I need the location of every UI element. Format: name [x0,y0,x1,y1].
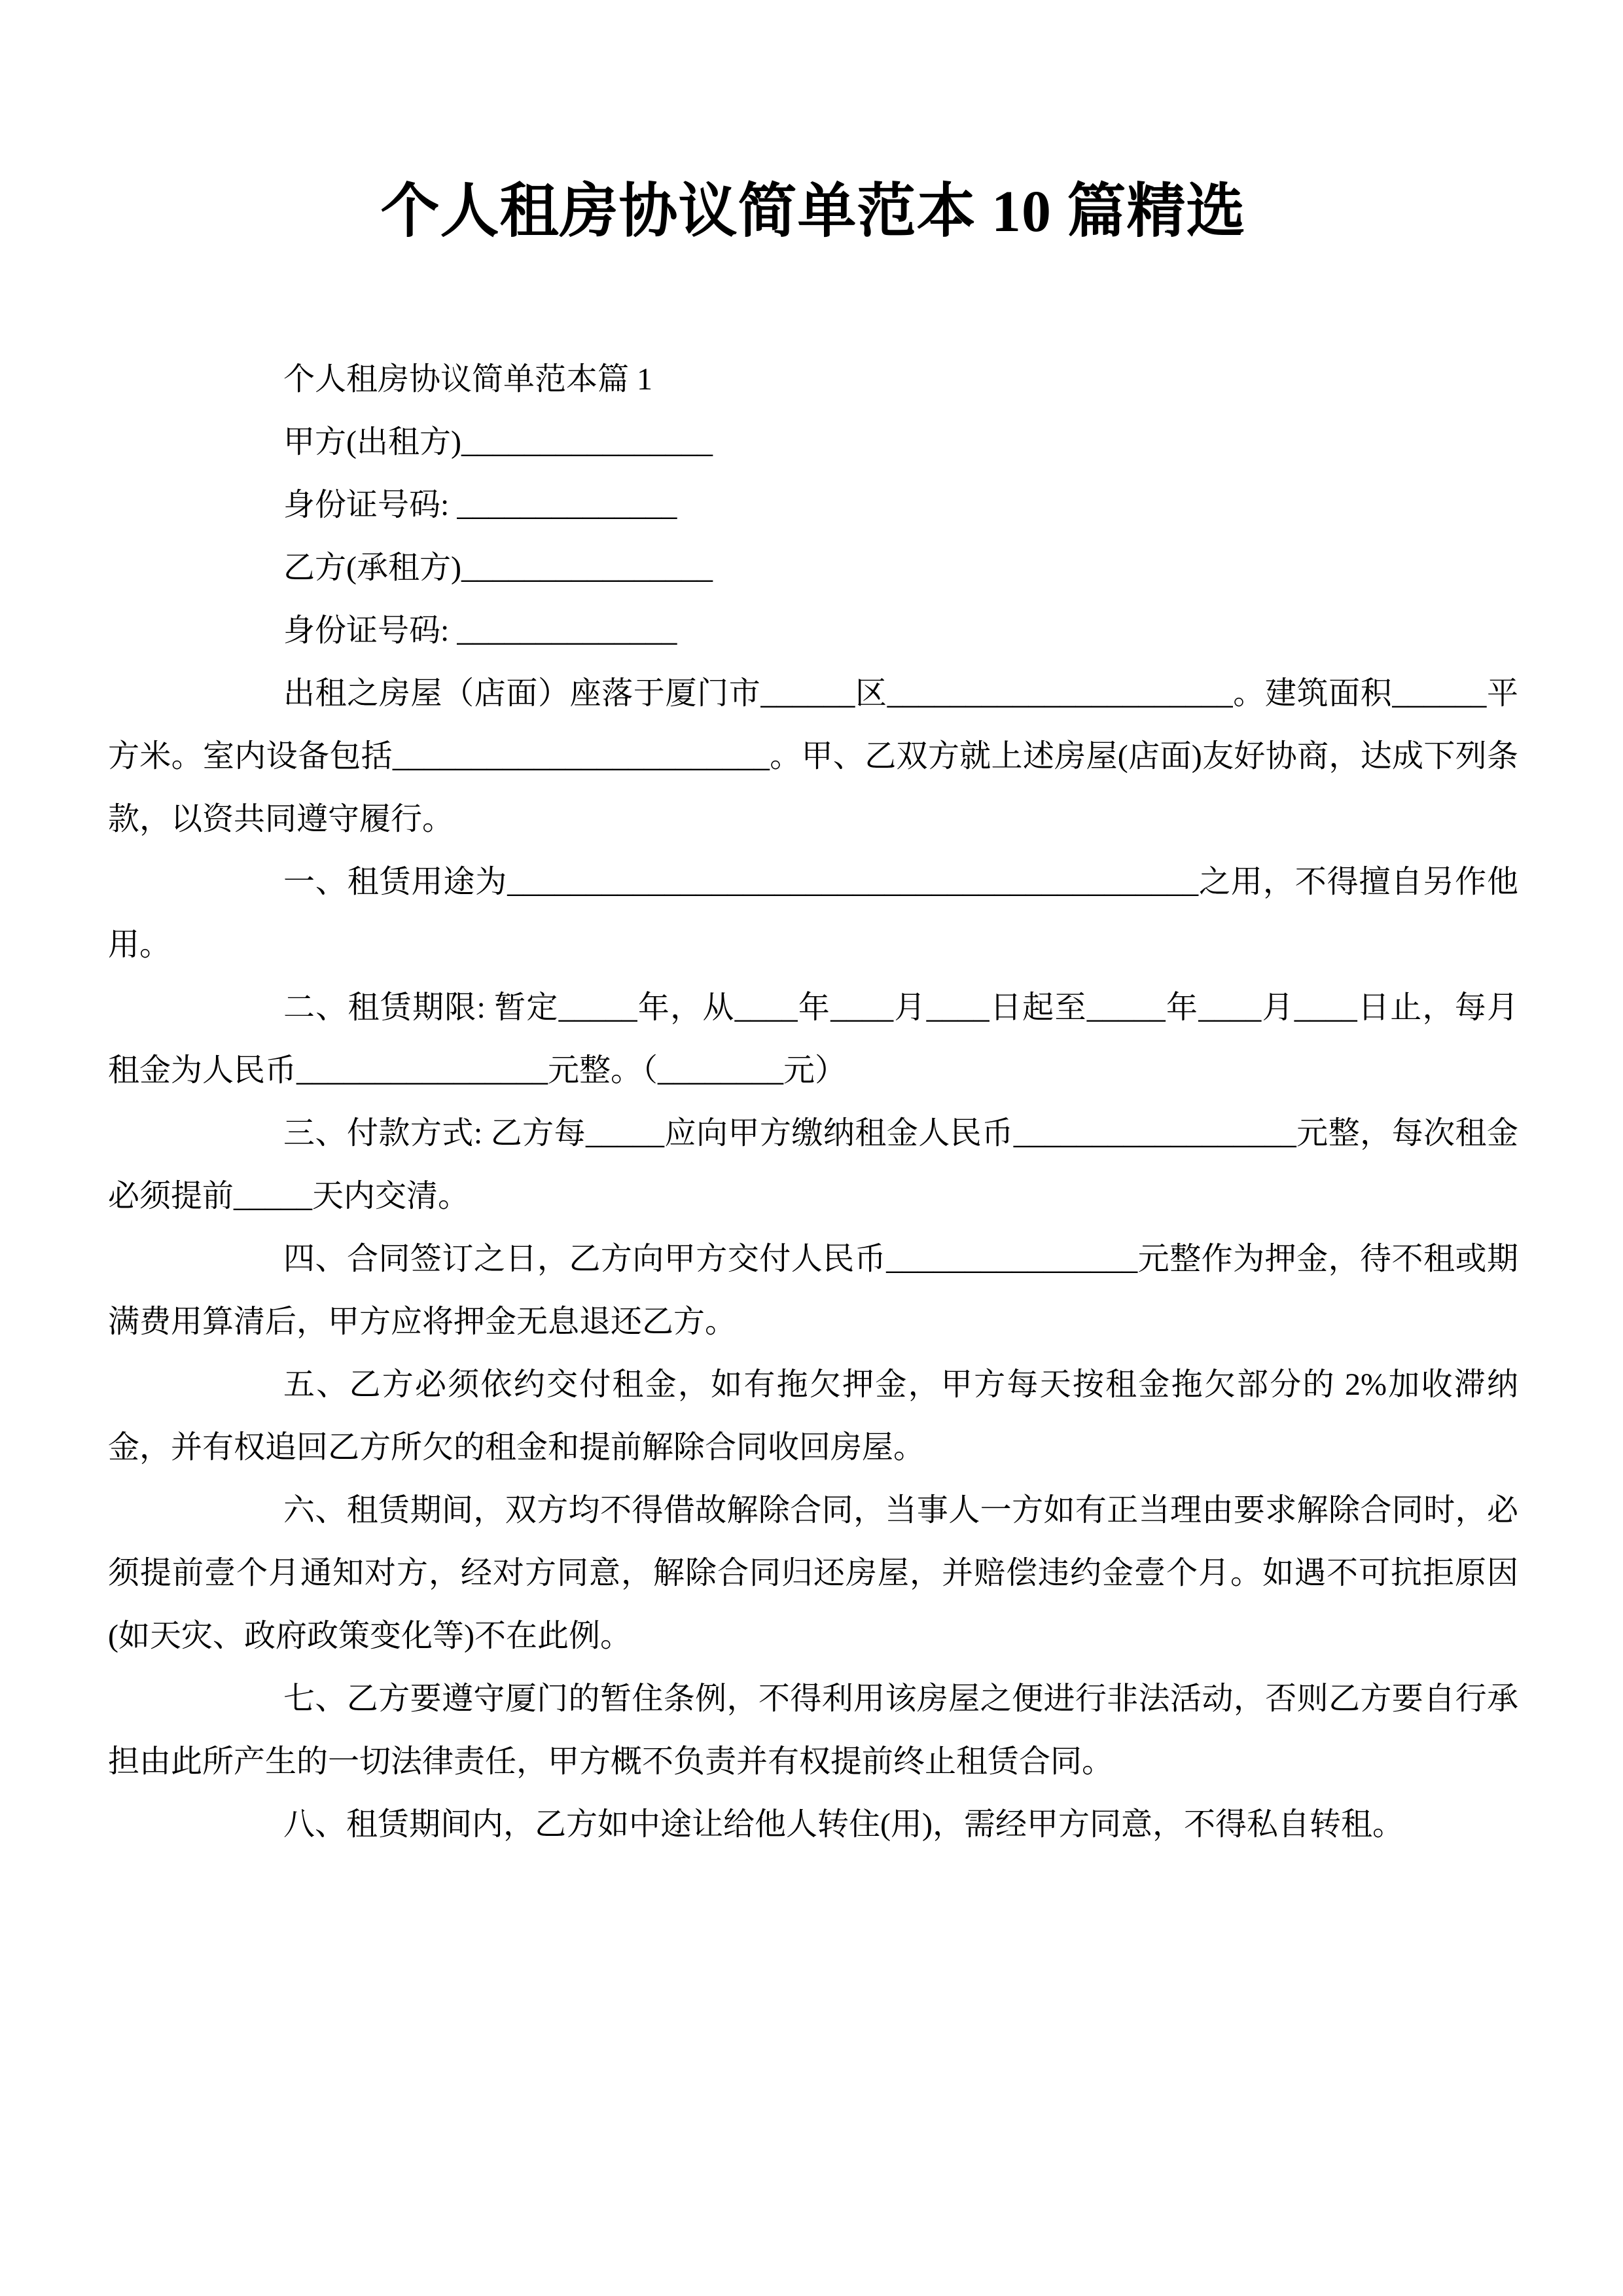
paragraph-party-a-id-line: 身份证号码: ______________ [283,488,677,522]
paragraph-party-b-id-line: 身份证号码: ______________ [283,613,677,648]
paragraph-party-a-line: 甲方(出租方)________________ [283,425,713,459]
paragraph-clause-4: 四、合同签订之日，乙方向甲方交付人民币________________元整作为押金，待不租或期满费用算清后，甲方应将押金无息退还乙方。 [108,1242,1518,1339]
document-title: 个人租房协议简单范本 10 篇精选 [380,179,1246,244]
paragraph-clause-3: 三、付款方式: 乙方每_____应向甲方缴纳租金人民币__________________元整，每次租金必须提前_____天内交清。 [108,1116,1518,1213]
paragraph-party-b-line: 乙方(承租方)________________ [283,550,713,585]
paragraph-clause-6: 六、租赁期间，双方均不得借故解除合同，当事人一方如有正当理由要求解除合同时，必须提前壹个月通知对方，经对方同意，解除合同归还房屋，并赔偿违约金壹个月。如遇不可抗拒原因(如天灾、政府政策变化等)不在此例。 [108,1493,1518,1653]
paragraph-clause-5: 五、乙方必须依约交付租金，如有拖欠押金，甲方每天按租金拖欠部分的 2%加收滞纳金，并有权追回乙方所欠的租金和提前解除合同收回房屋。 [108,1367,1518,1465]
paragraph-clause-1: 一、租赁用途为____________________________________________之用，不得擅自另作他用。 [108,865,1518,962]
paragraph-intro-clause: 出租之房屋（店面）座落于厦门市______区______________________。建筑面积______平方米。室内设备包括________________________。甲、乙双方就上述房屋(店面)友好协商，达成下列条款，以资共同遵守履行。 [108,676,1518,836]
paragraph-sample-heading: 个人租房协议简单范本篇 1 [283,362,653,397]
document-body [108,348,1518,1856]
paragraph-clause-2: 二、租赁期限: 暂定_____年，从____年____月____日起至_____年____月____日止，每月租金为人民币________________元整。（________元） [108,990,1518,1088]
paragraph-clause-7: 七、乙方要遵守厦门的暂住条例，不得利用该房屋之便进行非法活动，否则乙方要自行承担由此所产生的一切法律责任，甲方概不负责并有权提前终止租赁合同。 [108,1681,1518,1779]
paragraph-clause-8: 八、租赁期间内，乙方如中途让给他人转住(用)，需经甲方同意，不得私自转租。 [283,1807,1404,1842]
